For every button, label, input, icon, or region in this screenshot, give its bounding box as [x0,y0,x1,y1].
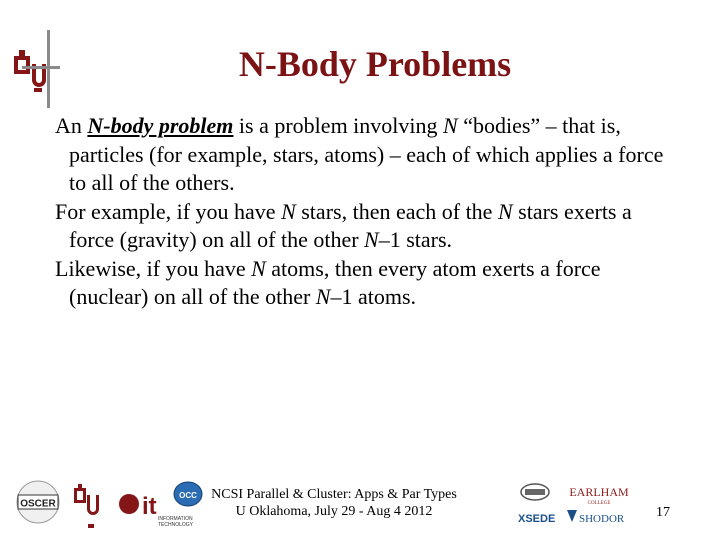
page-number: 17 [656,505,670,520]
xsede-logo [518,513,555,525]
slide-body [55,112,675,312]
body-text: –1 stars. [378,227,453,252]
body-text: Likewise, if you have [55,255,252,281]
body-paragraph [55,112,675,198]
body-text: is a problem involving [233,113,444,138]
math-variable: N [364,227,379,252]
math-variable: N [251,255,266,281]
defined-term: N-body problem [87,113,234,138]
body-text: “bodies” – that is, particles (for example, stars, atoms) – each of which applies a force to all of the others. [69,113,664,195]
svg-text:OCC: OCC [179,491,197,500]
svg-text:it: it [142,493,157,520]
occ-logo [174,482,202,506]
math-variable: N [315,284,331,309]
svg-text:COLLEGE: COLLEGE [587,501,611,506]
footer-text [200,486,468,520]
svg-text:XSEDE: XSEDE [518,513,556,525]
svg-text:SHODOR: SHODOR [579,513,625,525]
footer-logos-right [515,482,640,528]
footer-line-2: U Oklahoma, July 29 - Aug 4 2012 [235,504,433,519]
math-variable: N [443,113,458,138]
footer-line-1: NCSI Parallel & Cluster: Apps & Par Types [211,487,457,502]
body-text: stars exerts a force (gravity) on all of the other [69,198,632,252]
svg-text:OSCER: OSCER [20,498,56,510]
body-text: stars, then each of the [295,198,498,224]
svg-text:EARLHAM: EARLHAM [569,485,629,499]
body-text: For example, if you have [55,198,282,224]
body-text: atoms, then every atom exerts a force (nuclear) on all of the other [69,255,601,309]
footer-logos-left [14,478,204,530]
shodor-logo [567,510,625,525]
body-paragraph [55,198,675,255]
ou-footer-logo [74,484,99,528]
body-text: –1 atoms. [330,284,417,309]
slide-title: N-Body Problems [238,44,512,84]
math-variable: N [281,198,296,224]
math-variable: N [497,198,513,224]
svg-text:INFORMATION: INFORMATION [158,516,193,522]
earlham-logo [569,485,629,506]
header-vertical-rule [47,30,50,108]
body-text: An [55,113,88,138]
header-horizontal-rule [22,66,60,69]
svg-text:TECHNOLOGY: TECHNOLOGY [158,522,194,528]
body-paragraph [55,255,675,312]
ou-logo [12,48,48,92]
oscer-logo [17,481,59,523]
partner-logo [521,484,549,500]
